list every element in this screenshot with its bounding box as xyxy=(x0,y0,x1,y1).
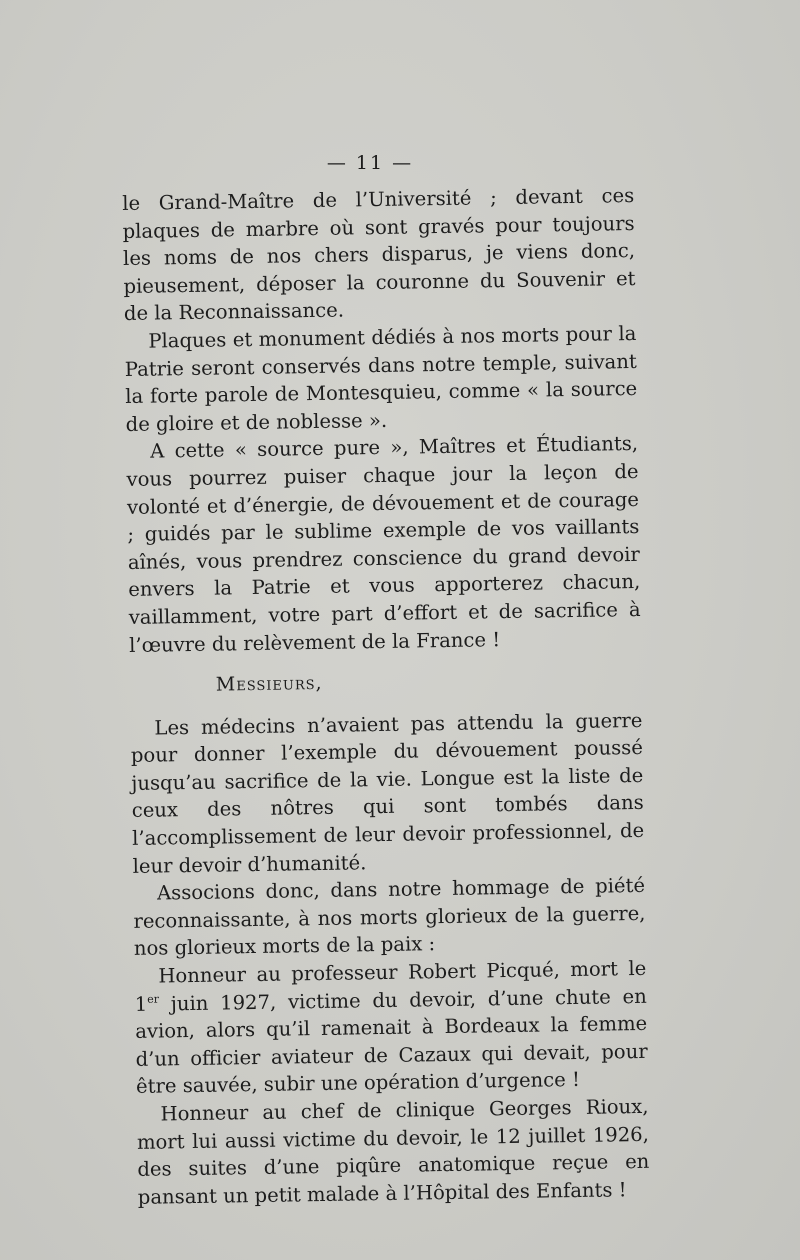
page-number: — 11 — xyxy=(326,152,414,174)
paragraph xyxy=(134,955,648,1101)
paragraph: A cette « source pure », Maîtres et Étudiants, vous pourrez puiser chaque jour la leçon de volonté et d’énergie, de dévouement et de courage ; guidés par le sublime exemple de vos vaillants aînés, vous prendrez conscience du grand devoir envers la Patrie et vous apporterez chacun, vaillamment, votre part d’effort et de sacrifice à l’œuvre du relèvement de la France ! xyxy=(126,432,641,657)
paragraph-text: Honneur au professeur Robert Picqué, mort le 1 xyxy=(134,956,647,1016)
body-text xyxy=(122,182,650,1211)
paragraph: Les médecins n’avaient pas attendu la guerre pour donner l’exemple du dévouement poussé jusqu’au sacrifice de la vie. Longue est la liste de ceux des nôtres qui sont tombés dans l’accomplissement de leur devoir professionnel, de leur devoir d’humanité. xyxy=(130,708,645,878)
section-heading: Messieurs, xyxy=(215,672,323,696)
paragraph: Plaques et monument dédiés à nos morts pour la Patrie seront conservés dans notre temple, suivant la forte parole de Montesquieu, comme « la source de gloire et de noblesse ». xyxy=(124,321,638,436)
paragraph: Associons donc, dans notre hommage de piété reconnaissante, à nos morts glorieux de la guerre, nos glorieux morts de la paix : xyxy=(133,874,646,961)
paragraph-text: juin 1927, victime du devoir, d’une chute en avion, alors qu’il ramenait à Bordeaux la femme d’un officier aviateur de Cazaux qui devait, pour être sauvée, subir une opération d’urgence ! xyxy=(135,984,648,1099)
paragraph: Honneur au chef de clinique Georges Rioux, mort lui aussi victime du devoir, le 12 juillet 1926, des suites d’une piqûre anatomique reçue en pansant un petit malade à l’Hôpital des Enfants ! xyxy=(136,1094,650,1209)
ordinal-superscript: er xyxy=(147,992,160,1006)
paragraph: le Grand-Maître de l’Université ; devant ces plaques de marbre où sont gravés pour toujours les noms de nos chers disparus, je viens donc, pieusement, déposer la couronne du Souvenir et de la Reconnaissance. xyxy=(122,183,636,326)
